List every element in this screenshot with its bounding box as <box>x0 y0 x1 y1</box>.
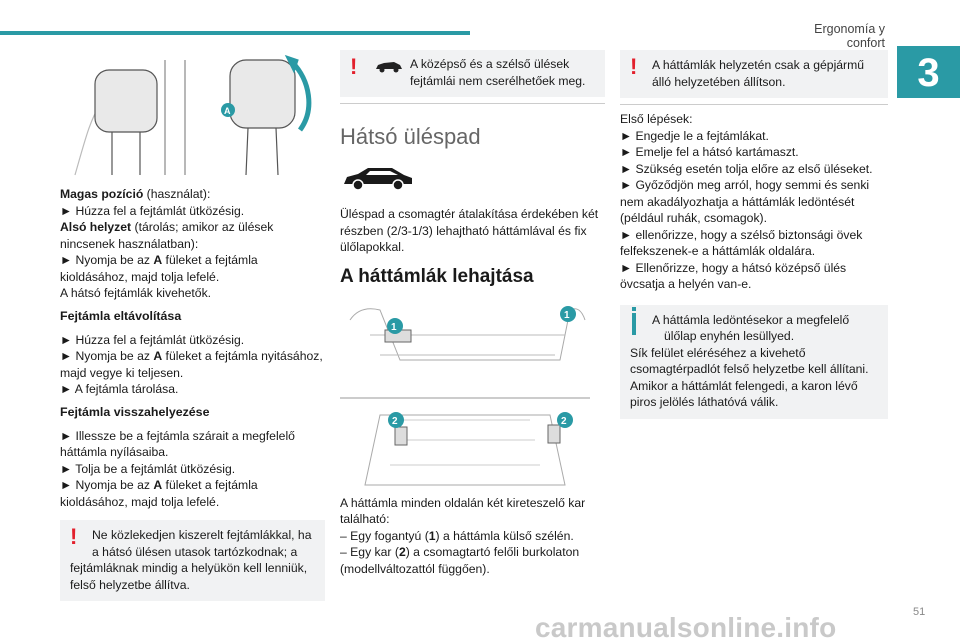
headrest-illustration <box>60 50 325 180</box>
heading-rear-bench: Hátsó üléspad <box>340 124 481 149</box>
warning-box-headrests: ! Ne közlekedjen kiszerelt fejtámlákkal, ha a hátsó ülésen utasok tartózkodnak; a fejtámláknak mindig a helyükön kell lenniük, felső helyzetbe állítva. <box>60 520 325 601</box>
section-divider <box>620 104 888 105</box>
text-fold-intro: A háttámla minden oldalán két kireteszelő kar található: <box>340 495 586 526</box>
suv-icon <box>342 164 414 192</box>
text-step-4: ► Győződjön meg arról, hogy semmi és senki nem akadályozhatja a háttámlák ledöntését (például ruhák, csomagok). <box>620 178 870 225</box>
callout-2-label-a: 2 <box>392 415 398 427</box>
text-step-6: ► Ellenőrizze, hogy a hátsó középső ülés övcsatja a helyén van-e. <box>620 260 847 291</box>
text-refit-step-3: ► Nyomja be az A füleket a fejtámla kioldásához, majd tolja lefelé. <box>60 478 258 509</box>
text-step-3: ► Szükség esetén tolja előre az első üléseket. <box>620 161 873 176</box>
text-remove-step-1: ► Húzza fel a fejtámlát ütközésig. <box>60 332 245 347</box>
text-pull-up: ► Húzza fel a fejtámlát ütközésig. <box>60 203 245 218</box>
info-icon <box>632 307 636 311</box>
chapter-number-tab: 3 <box>897 46 960 98</box>
callout-1-label-a: 1 <box>391 321 397 333</box>
header-accent-bar <box>0 31 470 35</box>
text-refit-step-1: ► Illessze be a fejtámla szárait a megfelelő háttámla nyílásaiba. <box>60 428 295 459</box>
warning-icon: ! <box>350 54 358 79</box>
section-title: Ergonomía y confort <box>814 22 885 50</box>
heading-remove-headrest: Fejtámla eltávolítása <box>60 308 182 323</box>
text-step-5: ► ellenőrizze, hogy a szélső biztonsági övek felfekszenek-e a háttámlák oldalára. <box>620 227 863 258</box>
column-right <box>620 50 888 419</box>
text-high-position: Magas pozíció (használat): <box>60 187 211 201</box>
text-remove-step-3: ► A fejtámla tárolása. <box>60 382 179 396</box>
callout-a-label: A <box>224 106 231 116</box>
heading-fold-backrests: A háttámlák lehajtása <box>340 265 534 287</box>
text-step-2: ► Emelje fel a hátsó kartámaszt. <box>620 145 799 159</box>
text-removable: A hátsó fejtámlák kivehetők. <box>60 286 212 300</box>
text-press-tabs: ► Nyomja be az A füleket a fejtámla kioldásához, majd tolja lefelé. <box>60 253 258 284</box>
warning-box-not-interchangeable: ! A középső és a szélső ülések fejtámlái nem cserélhetőek meg. <box>340 50 605 97</box>
car-icon <box>374 59 404 73</box>
text-fold-handle: – Egy fogantyú (1) a háttámla külső szélén. <box>340 528 574 543</box>
warning-icon: ! <box>70 524 78 549</box>
text-refit-step-2: ► Tolja be a fejtámlát ütközésig. <box>60 461 236 476</box>
warning-icon: ! <box>630 54 638 79</box>
text-step-1: ► Engedje le a fejtámlákat. <box>620 128 769 143</box>
column-middle <box>340 50 605 577</box>
warning-box-stationary: ! A háttámlák helyzetén csak a gépjármű álló helyzetében állítson. <box>620 50 888 98</box>
text-bench-description: Üléspad a csomagtér átalakítása érdekében két részben (2/3-1/3) lehajtható háttámlával és fix ülőlapokkal. <box>340 207 599 254</box>
watermark: carmanualsonline.info <box>535 612 837 643</box>
heading-refit-headrest: Fejtámla visszahelyezése <box>60 404 210 419</box>
callout-2-label-b: 2 <box>561 415 567 427</box>
text-remove-step-2: ► Nyomja be az A füleket a fejtámla nyitásához, majd vegye ki teljesen. <box>60 349 323 380</box>
text-steps-title: Első lépések: <box>620 112 693 126</box>
text-fold-lever: – Egy kar (2) a csomagtartó felőli burkolaton (modellváltozattól függően). <box>340 545 580 576</box>
info-box-seat-lowering: A háttámla ledöntésekor a megfelelő ülőlap enyhén lesüllyed. Sík felület eléréséhez a kivehető csomagtérpadlót felső helyzetbe kell állítani. Amikor a háttámlát felengedi, a karon lévő piros jelölés láthatóvá válik. <box>620 305 888 419</box>
section-divider <box>340 103 605 104</box>
text-low-position: Alsó helyzet (tárolás; amikor az ülések nincsenek használatban): <box>60 220 274 251</box>
column-left <box>60 50 325 601</box>
page-number: 51 <box>913 606 926 618</box>
backrest-release-illustration <box>340 300 590 490</box>
callout-1-label-b: 1 <box>564 309 570 321</box>
